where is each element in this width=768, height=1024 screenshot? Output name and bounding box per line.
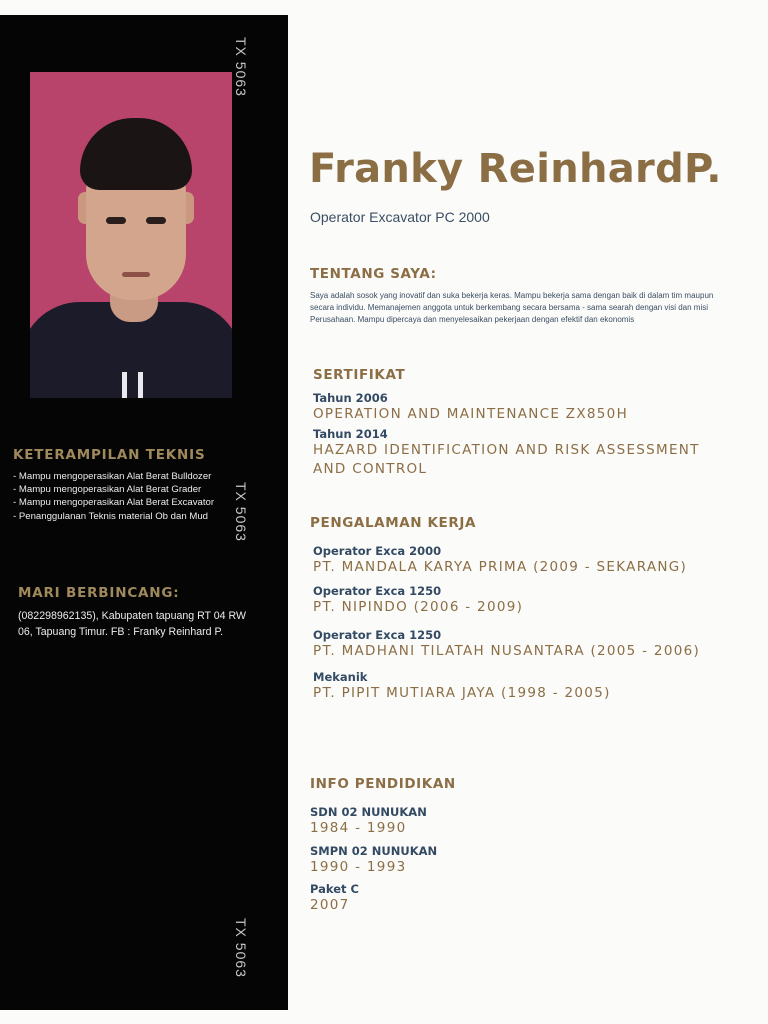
photo-shirt-stripe <box>122 372 127 398</box>
about-heading: TENTANG SAYA: <box>310 266 437 282</box>
photo-eye <box>146 217 166 224</box>
education-heading: INFO PENDIDIKAN <box>310 776 456 792</box>
experience-item <box>313 544 753 577</box>
experience-item <box>313 584 753 617</box>
experience-company: PT. PIPIT MUTIARA JAYA (1998 - 2005) <box>313 685 611 701</box>
certificates-heading: SERTIFIKAT <box>313 367 406 383</box>
certificate-item <box>313 427 738 479</box>
experience-item <box>313 670 753 703</box>
education-years: 1984 - 1990 <box>310 820 407 836</box>
about-text: Saya adalah sosok yang inovatif dan suka bekerja keras. Mampu bekerja sama dengan baik di dalam tim maupun secara individu. Memanajemen anggota untuk berkembang secara bersama - sama searah dengan visi dan misi Perusahaan. Mampu dipercaya dan menyelesaikan pekerjaan dengan efektif dan ekonomis <box>310 291 714 325</box>
skills-list <box>13 470 283 523</box>
education-school: SMPN 02 NUNUKAN <box>310 844 438 858</box>
photo-mouth <box>122 272 150 277</box>
profile-name: Franky ReinhardP. <box>309 146 722 192</box>
skill-item: - Mampu mengoperasikan Alat Berat Excavator <box>13 497 215 509</box>
education-years: 2007 <box>310 897 350 913</box>
certificate-year: Tahun 2014 <box>313 427 388 441</box>
experience-company: PT. NIPINDO (2006 - 2009) <box>313 599 524 615</box>
certificate-title: OPERATION AND MAINTENANCE ZX850H <box>313 406 629 422</box>
film-label: TX 5063 <box>233 482 249 542</box>
education-school: Paket C <box>310 882 359 896</box>
experience-item <box>313 628 753 661</box>
skill-item: - Mampu mengoperasikan Alat Berat Grader <box>13 484 202 496</box>
experience-position: Operator Exca 1250 <box>313 584 442 598</box>
contact-text: (082298962135), Kabupaten tapuang RT 04 RW 06, Tapuang Timur. FB : Franky Reinhard P. <box>18 610 246 638</box>
profile-photo <box>30 72 232 398</box>
experience-company: PT. MADHANI TILATAH NUSANTARA (2005 - 2006) <box>313 643 701 659</box>
skill-item: - Mampu mengoperasikan Alat Berat Bulldozer <box>13 471 212 482</box>
certificate-title: HAZARD IDENTIFICATION AND RISK ASSESSMENT AND CONTROL <box>313 442 700 477</box>
certificate-year: Tahun 2006 <box>313 391 388 405</box>
education-item <box>310 844 750 877</box>
education-item <box>310 805 750 838</box>
skill-item: - Penanggulanan Teknis material Ob dan Mud <box>13 510 209 522</box>
photo-hair <box>80 118 192 190</box>
contact-heading: MARI BERBINCANG: <box>18 585 180 601</box>
experience-company: PT. MANDALA KARYA PRIMA (2009 - SEKARANG) <box>313 559 688 575</box>
experience-heading: PENGALAMAN KERJA <box>310 515 477 531</box>
education-item <box>310 882 750 915</box>
experience-position: Mekanik <box>313 670 368 684</box>
film-label: TX 5063 <box>233 918 249 978</box>
experience-position: Operator Exca 1250 <box>313 628 442 642</box>
skills-heading: KETERAMPILAN TEKNIS <box>13 447 206 463</box>
film-label: TX 5063 <box>233 37 249 97</box>
certificate-item <box>313 391 753 424</box>
education-years: 1990 - 1993 <box>310 859 407 875</box>
experience-position: Operator Exca 2000 <box>313 544 442 558</box>
education-school: SDN 02 NUNUKAN <box>310 805 427 819</box>
profile-role: Operator Excavator PC 2000 <box>310 209 490 225</box>
photo-eye <box>106 217 126 224</box>
photo-shirt-stripe <box>138 372 143 398</box>
